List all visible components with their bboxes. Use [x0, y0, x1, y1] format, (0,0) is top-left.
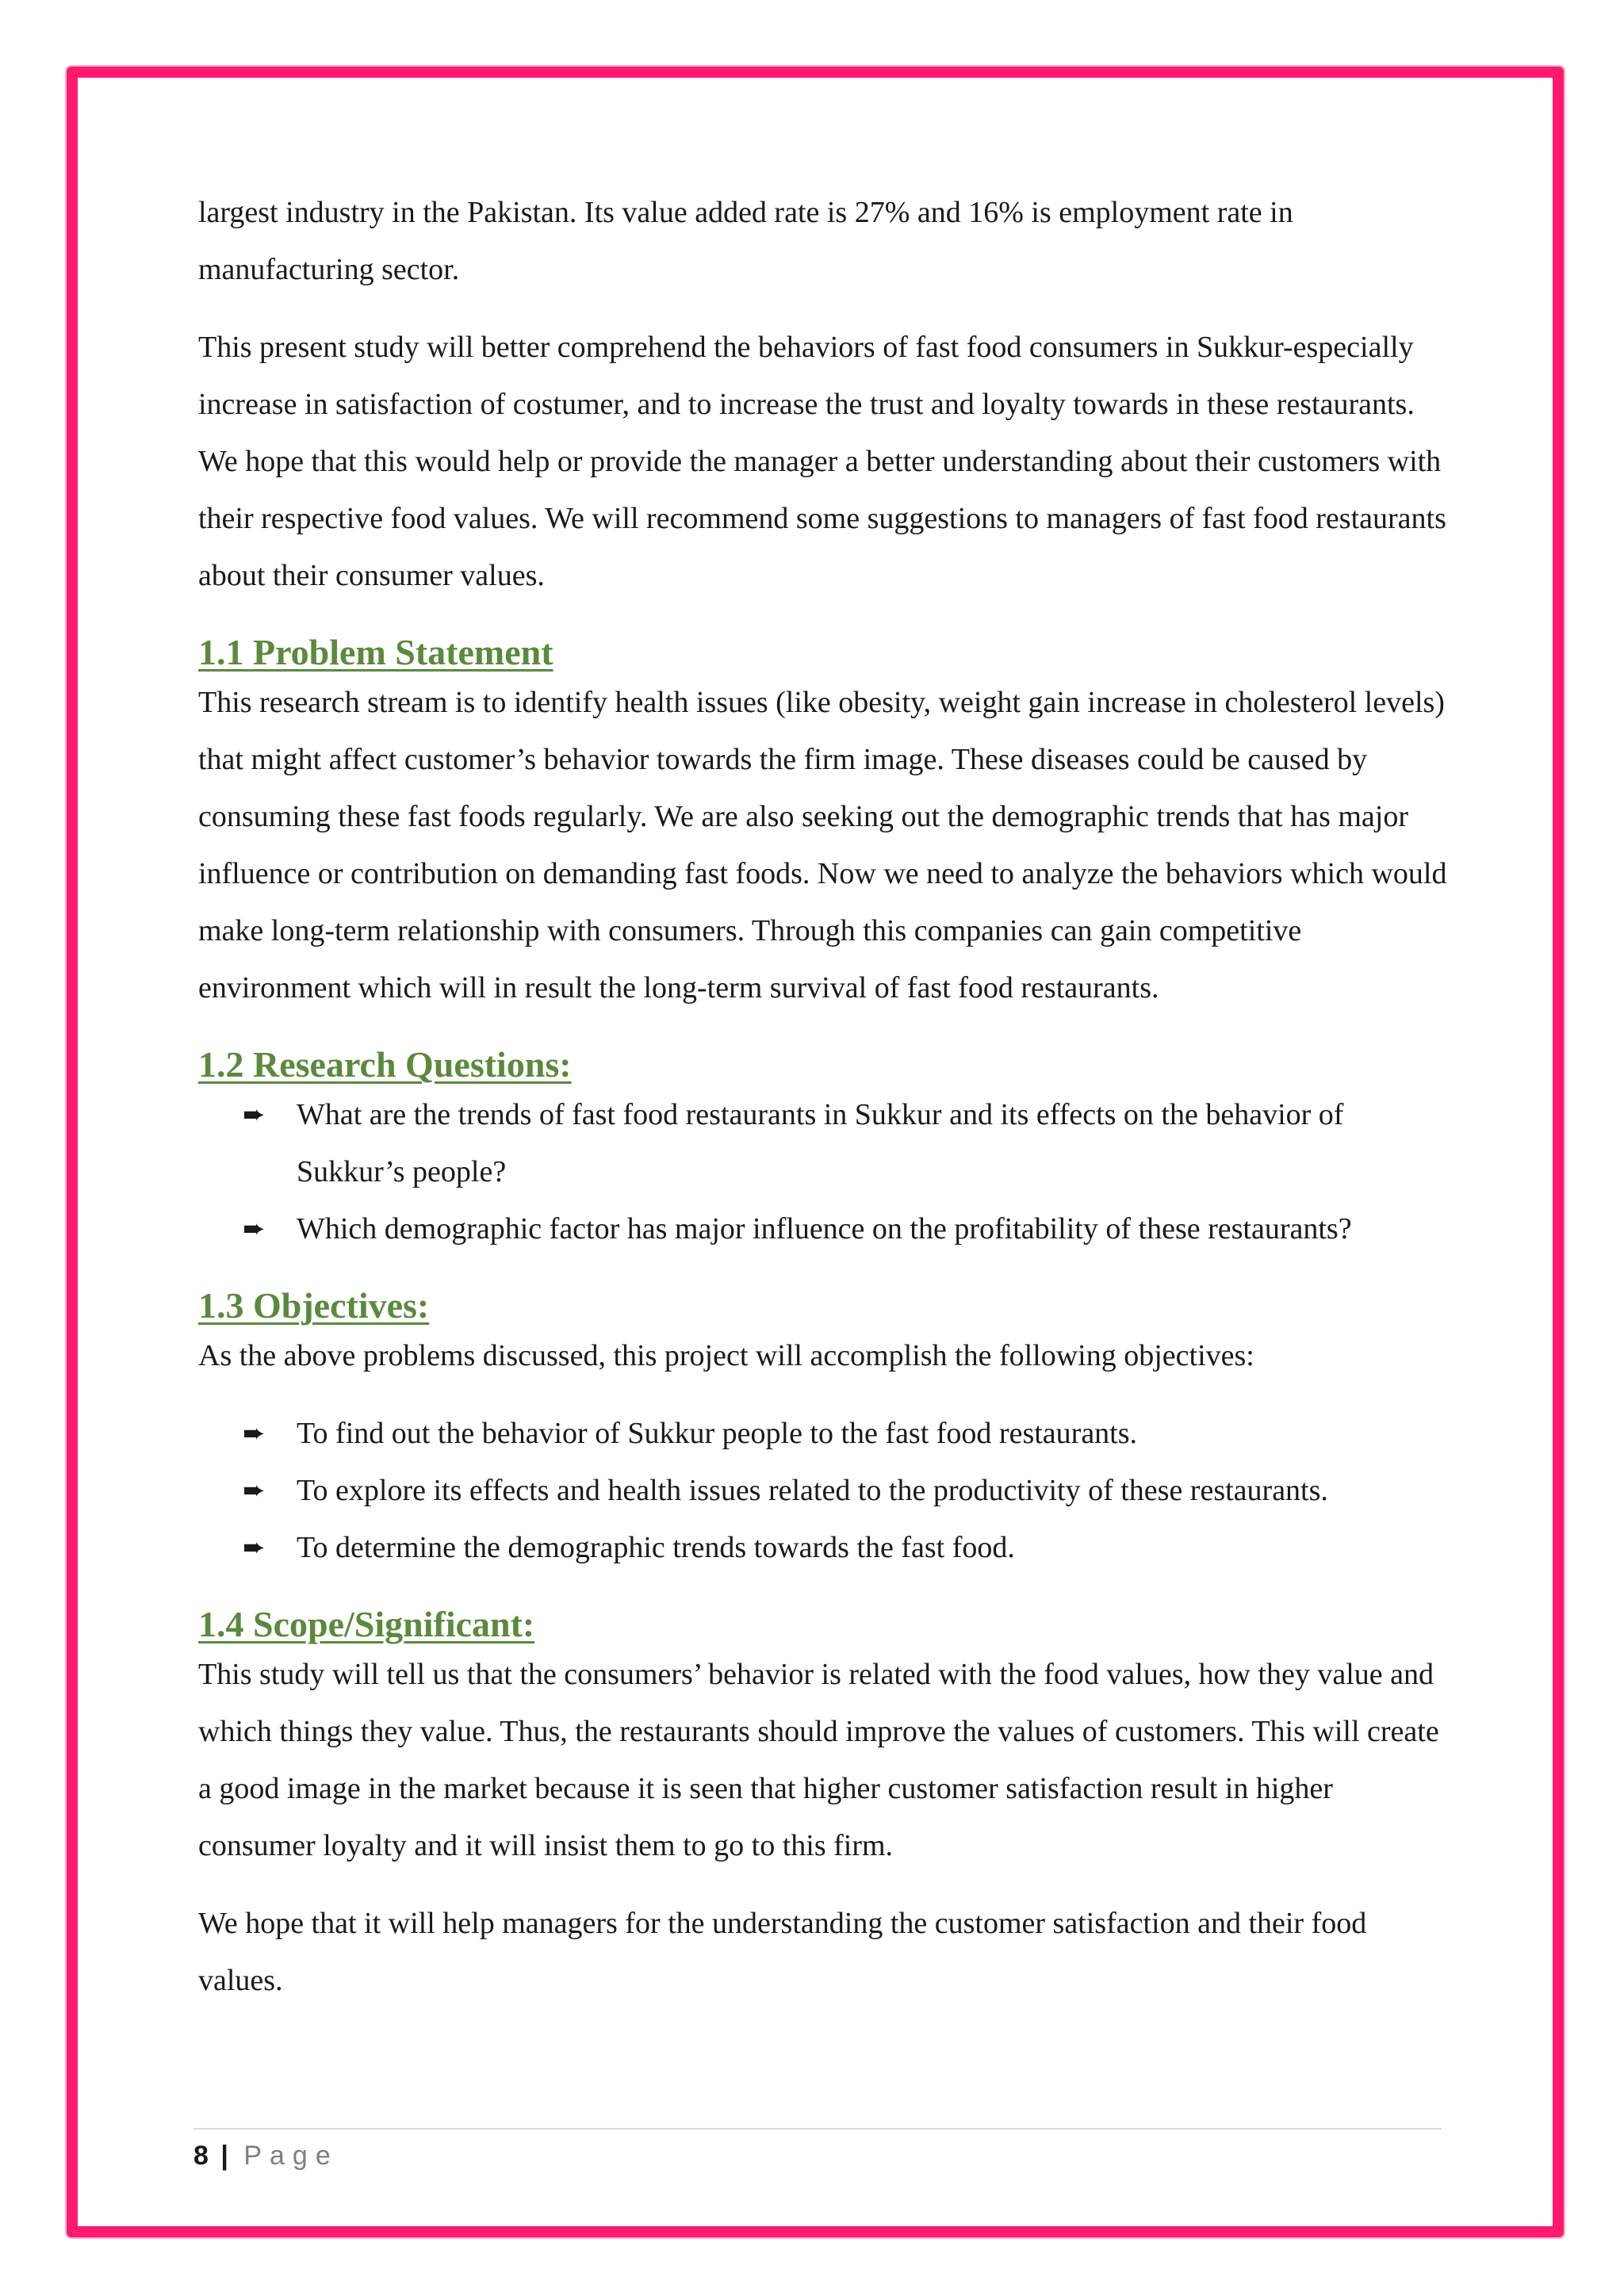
page-label: Page: [243, 2141, 339, 2171]
list-item-text: Which demographic factor has major influence on the profitability of these restaurants?: [297, 1212, 1352, 1246]
research-questions-heading: 1.2 Research Questions:: [198, 1044, 572, 1085]
problem-statement-text: This research stream is to identify health issues (like obesity, weight gain increase in cholesterol levels) that might affect customer’s behavior towards the firm image. These diseases could be caused by consuming these fast foods regularly. We are also seeking out the demographic trends that has major influence or contribution on demanding fast foods. Now we need to analyze the behaviors which would make long-term relationship with consumers. Through this companies can gain competitive environment which will in result the long-term survival of fast food restaurants.: [198, 686, 1447, 1004]
arrow-right-icon: ➨: [243, 1475, 266, 1506]
objectives-heading: 1.3 Objectives:: [198, 1285, 430, 1326]
list-item: [198, 1200, 1451, 1257]
page-footer: [193, 2128, 1442, 2172]
footer-separator: |: [220, 2141, 228, 2171]
problem-statement-heading: 1.1 Problem Statement: [198, 632, 553, 672]
intro-paragraph-1: largest industry in the Pakistan. Its value added rate is 27% and 16% is employment rate in manufacturing sector.: [198, 196, 1293, 286]
arrow-right-icon: ➨: [243, 1418, 266, 1449]
intro-paragraph-2: This present study will better comprehend the behaviors of fast food consumers in Sukkur-especially increase in satisfaction of costumer, and to increase the trust and loyalty towards in these restaurants. We hope that this would help or provide the manager a better understanding about their customers with their respective food values. We will recommend some suggestions to managers of fast food restaurants about their consumer values.: [198, 331, 1446, 592]
objectives-list: [198, 1405, 1451, 1576]
scope-heading: 1.4 Scope/Significant:: [198, 1604, 535, 1644]
scope-text-2: We hope that it will help managers for the understanding the customer satisfaction and their food values.: [198, 1907, 1367, 1997]
arrow-right-icon: ➨: [243, 1099, 266, 1131]
list-item-text: To determine the demographic trends towards the fast food.: [297, 1531, 1015, 1564]
list-item-text: To find out the behavior of Sukkur people to the fast food restaurants.: [297, 1417, 1138, 1450]
arrow-right-icon: ➨: [243, 1213, 266, 1245]
list-item: [198, 1462, 1451, 1519]
arrow-right-icon: ➨: [243, 1532, 266, 1563]
objectives-intro: As the above problems discussed, this project will accomplish the following objectives:: [198, 1339, 1254, 1372]
list-item: [198, 1086, 1451, 1200]
list-item-text: What are the trends of fast food restaurants in Sukkur and its effects on the behavior of Sukkur’s people?: [297, 1098, 1344, 1188]
list-item: [198, 1519, 1451, 1576]
list-item: [198, 1405, 1451, 1462]
scope-text-1: This study will tell us that the consumers’ behavior is related with the food values, how they value and which things they value. Thus, the restaurants should improve the values of customers. This will create a good image in the market because it is seen that higher customer satisfaction result in higher consumer loyalty and it will insist them to go to this firm.: [198, 1658, 1439, 1862]
research-questions-list: [198, 1086, 1451, 1257]
page-content: [198, 184, 1451, 2030]
page-number: 8: [193, 2141, 209, 2171]
list-item-text: To explore its effects and health issues related to the productivity of these restaurants.: [297, 1474, 1328, 1507]
